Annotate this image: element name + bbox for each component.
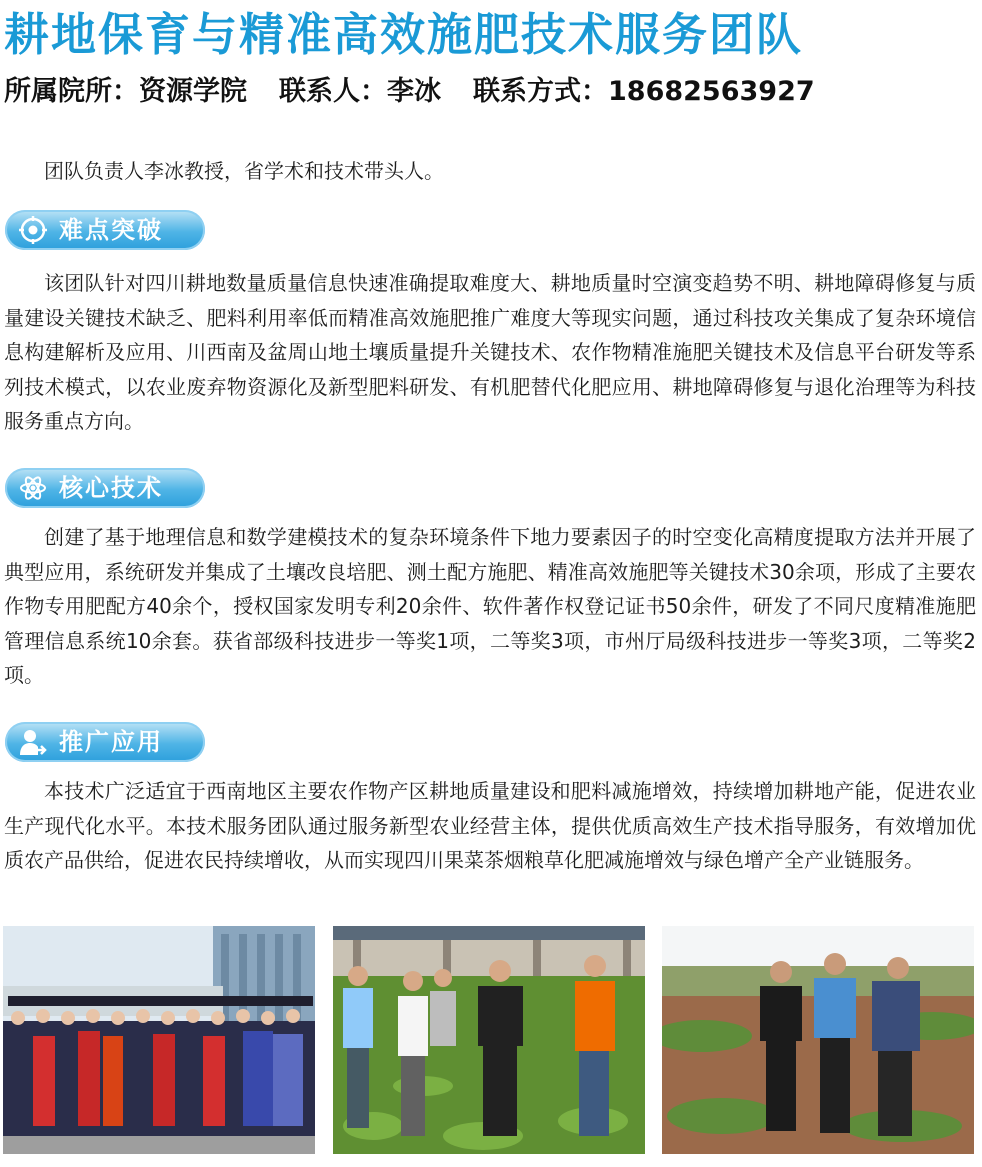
institute-value: 资源学院 (139, 76, 247, 107)
section-title: 核心技术 (59, 474, 163, 502)
user-share-icon (19, 728, 47, 756)
contact-value: 李冰 (387, 76, 441, 107)
phone-value: 18682563927 (608, 76, 815, 107)
phone-label: 联系方式： (473, 76, 608, 107)
section-body-application: 本技术广泛适宜于西南地区主要农作物产区耕地质量建设和肥料减施增效，持续增加耕地产能，促进农业生产现代化水平。本技术服务团队通过服务新型农业经营主体，提供优质高效生产技术指导服务，有效增加优质农产品供给，促进农民持续增收，从而实现四川果菜茶烟粮草化肥减施增效与绿色增产全产业链服务。 (4, 779, 976, 872)
field-visit-photo (333, 926, 645, 1154)
soil-field-photo (662, 926, 974, 1154)
section-body-core-tech: 创建了基于地理信息和数学建模技术的复杂环境条件下地力要素因子的时空变化高精度提取方法并开展了典型应用，系统研发并集成了土壤改良培肥、测土配方施肥、精准高效施肥等关键技术30余项，形成了主要农作物专用肥配方40余个，授权国家发明专利20余件、软件著作权登记证书50余件，研发了不同尺度精准施肥管理信息系统10余套。获省部级科技进步一等奖1项，二等奖3项，市州厅局级科技进步一等奖3项，二等奖2项。 (4, 525, 976, 687)
section-heading-breakthrough (5, 210, 205, 250)
graduation-photo (3, 926, 315, 1154)
section-body-breakthrough: 该团队针对四川耕地数量质量信息快速准确提取难度大、耕地质量时空演变趋势不明、耕地障碍修复与质量建设关键技术缺乏、肥料利用率低而精准高效施肥推广难度大等现实问题，通过科技攻关集成了复杂环境信息构建解析及应用、川西南及盆周山地土壤质量提升关键技术、农作物精准施肥关键技术及信息平台研发等系列技术模式，以农业废弃物资源化及新型肥料研发、有机肥替代化肥应用、耕地障碍修复与退化治理等为科技服务重点方向。 (4, 271, 976, 433)
target-icon (19, 216, 47, 244)
atom-icon (19, 474, 47, 502)
section-title: 推广应用 (59, 728, 163, 756)
institute-label: 所属院所： (4, 76, 139, 107)
page-title: 耕地保育与精准高效施肥技术服务团队 (4, 8, 804, 61)
contact-info (4, 72, 978, 112)
contact-label: 联系人： (279, 76, 387, 107)
section-heading-application (5, 722, 205, 762)
intro-text: 团队负责人李冰教授，省学术和技术带头人。 (44, 159, 444, 183)
section-heading-core-tech (5, 468, 205, 508)
section-title: 难点突破 (59, 216, 163, 244)
